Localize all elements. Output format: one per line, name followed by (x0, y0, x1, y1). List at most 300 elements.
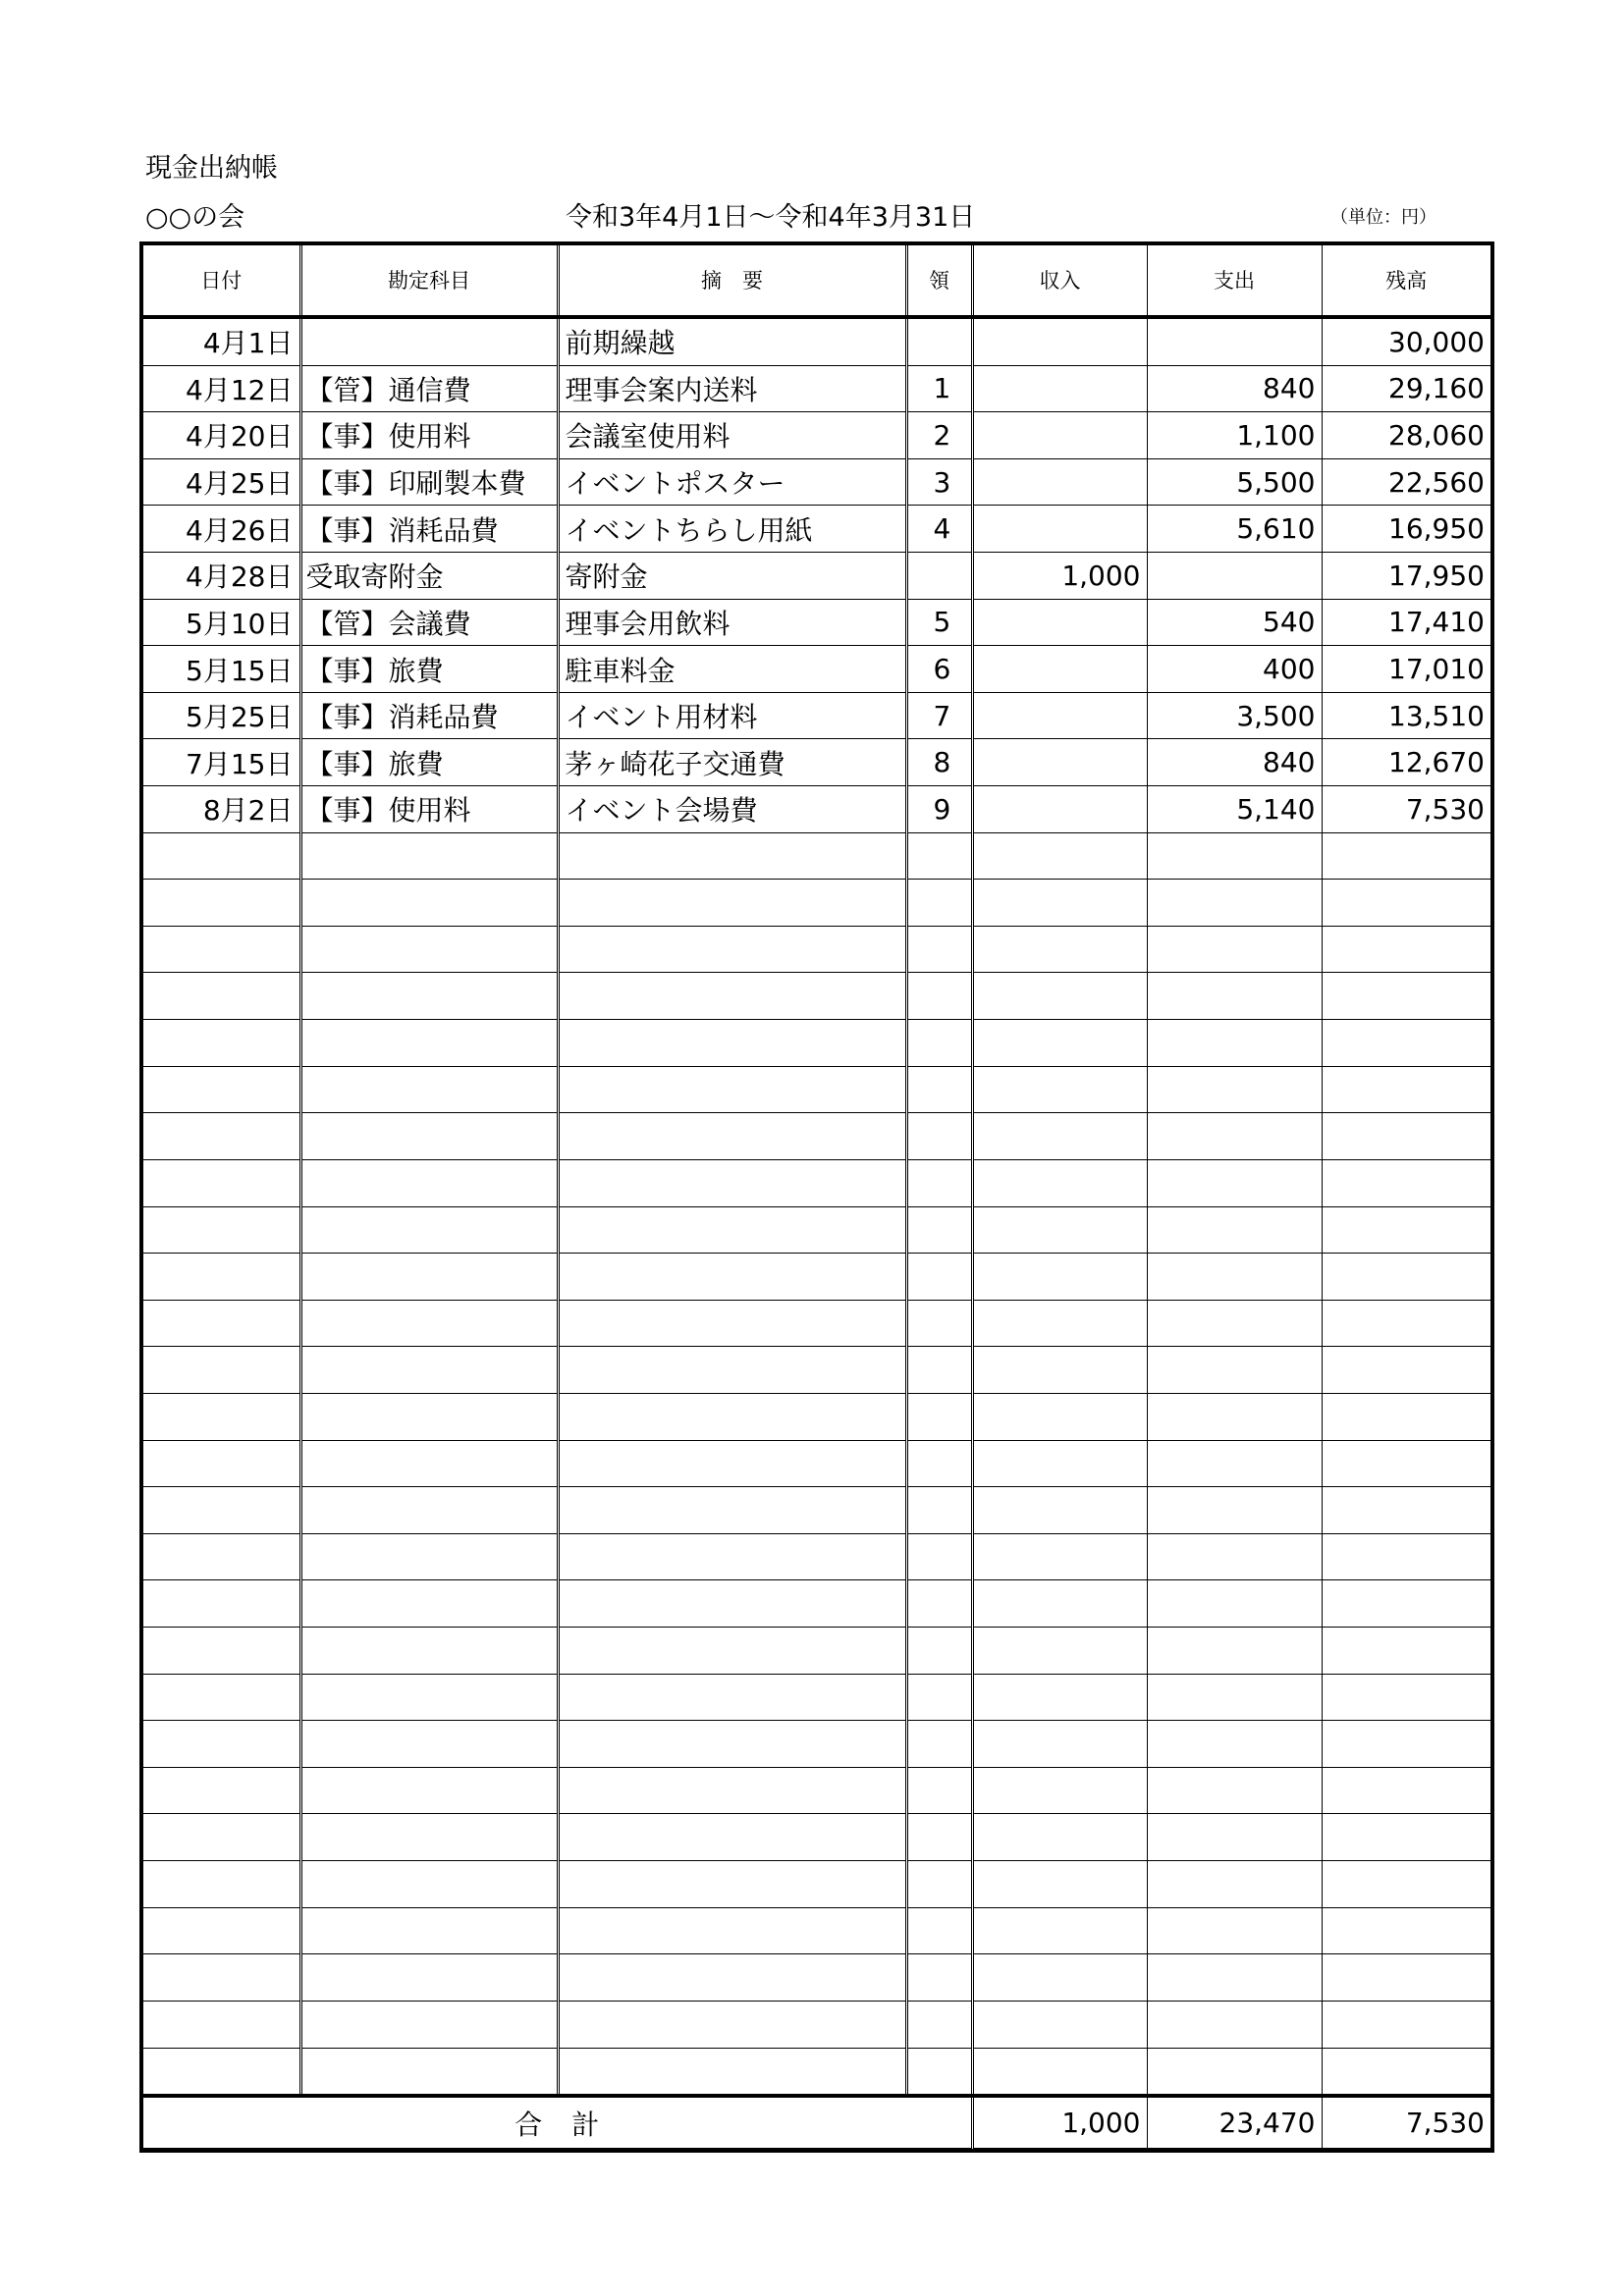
table-row (143, 1861, 1490, 1908)
row-balance (1322, 1533, 1490, 1580)
row-receipt: 6 (906, 646, 972, 693)
row-account (300, 880, 558, 927)
row-account (300, 1861, 558, 1908)
row-expense (1147, 1020, 1322, 1067)
row-income (972, 1254, 1147, 1301)
row-date (143, 1393, 300, 1440)
row-balance (1322, 1674, 1490, 1721)
table-row (143, 1628, 1490, 1675)
row-date: 4月1日 (143, 317, 300, 365)
row-date (143, 1254, 300, 1301)
row-expense (1147, 1721, 1322, 1768)
row-income (972, 739, 1147, 786)
row-balance: 13,510 (1322, 692, 1490, 739)
row-account (300, 2048, 558, 2096)
row-expense (1147, 1628, 1322, 1675)
table-row (143, 458, 1490, 506)
table-row (143, 412, 1490, 459)
row-balance: 16,950 (1322, 506, 1490, 553)
row-description (558, 1254, 906, 1301)
row-account (300, 317, 558, 365)
row-expense (1147, 1254, 1322, 1301)
table-row (143, 506, 1490, 553)
table-row (143, 1721, 1490, 1768)
table-row (143, 365, 1490, 412)
table-row (143, 880, 1490, 927)
table-row (143, 2048, 1490, 2096)
row-date (143, 1206, 300, 1254)
row-account (300, 2001, 558, 2048)
row-expense (1147, 1674, 1322, 1721)
row-receipt (906, 1300, 972, 1347)
table-row (143, 2001, 1490, 2048)
row-expense: 5,140 (1147, 786, 1322, 833)
row-income (972, 1206, 1147, 1254)
row-account: 【事】旅費 (300, 739, 558, 786)
row-receipt (906, 1066, 972, 1113)
row-date (143, 1066, 300, 1113)
row-description (558, 832, 906, 880)
row-date: 4月28日 (143, 553, 300, 600)
row-receipt (906, 1721, 972, 1768)
row-date (143, 1907, 300, 1954)
row-account (300, 1159, 558, 1206)
row-description (558, 1300, 906, 1347)
row-date: 4月25日 (143, 458, 300, 506)
total-balance: 7,530 (1322, 2096, 1490, 2148)
row-account (300, 1580, 558, 1628)
row-expense (1147, 1954, 1322, 2002)
row-expense (1147, 2048, 1322, 2096)
row-expense (1147, 1440, 1322, 1487)
row-income (972, 2048, 1147, 2096)
table-row (143, 1020, 1490, 1067)
row-balance: 17,950 (1322, 553, 1490, 600)
row-receipt: 7 (906, 692, 972, 739)
row-date (143, 1487, 300, 1534)
row-receipt (906, 832, 972, 880)
row-receipt (906, 317, 972, 365)
row-balance (1322, 1066, 1490, 1113)
unit-note: （単位：円） (1330, 207, 1436, 228)
row-income (972, 599, 1147, 646)
row-account: 【管】会議費 (300, 599, 558, 646)
row-date: 4月20日 (143, 412, 300, 459)
row-description (558, 1907, 906, 1954)
row-description (558, 1020, 906, 1067)
row-expense (1147, 1113, 1322, 1160)
row-date (143, 1440, 300, 1487)
row-balance (1322, 973, 1490, 1020)
row-receipt (906, 973, 972, 1020)
table-row (143, 1300, 1490, 1347)
row-balance (1322, 1159, 1490, 1206)
row-balance (1322, 880, 1490, 927)
row-income (972, 1393, 1147, 1440)
row-description: イベント用材料 (558, 692, 906, 739)
row-receipt (906, 1020, 972, 1067)
row-description (558, 1113, 906, 1160)
row-account (300, 1300, 558, 1347)
row-description: イベントちらし用紙 (558, 506, 906, 553)
row-description (558, 1066, 906, 1113)
row-date (143, 2001, 300, 2048)
row-expense (1147, 1907, 1322, 1954)
row-income (972, 1113, 1147, 1160)
row-income (972, 506, 1147, 553)
table-row (143, 1580, 1490, 1628)
row-account (300, 1440, 558, 1487)
row-expense (1147, 1814, 1322, 1861)
row-date: 5月25日 (143, 692, 300, 739)
row-description (558, 1347, 906, 1394)
row-balance (1322, 1767, 1490, 1814)
row-description: 理事会案内送料 (558, 365, 906, 412)
row-receipt: 4 (906, 506, 972, 553)
row-description: 理事会用飲料 (558, 599, 906, 646)
row-balance (1322, 1300, 1490, 1347)
row-description (558, 973, 906, 1020)
table-row (143, 1347, 1490, 1394)
table-row (143, 1674, 1490, 1721)
header-account: 勘定科目 (300, 245, 558, 317)
row-income (972, 1954, 1147, 2002)
row-expense (1147, 1347, 1322, 1394)
row-date (143, 1814, 300, 1861)
row-income (972, 1721, 1147, 1768)
table-row (143, 317, 1490, 365)
row-balance: 12,670 (1322, 739, 1490, 786)
row-balance (1322, 832, 1490, 880)
row-expense (1147, 1206, 1322, 1254)
row-income (972, 1066, 1147, 1113)
row-description (558, 1814, 906, 1861)
row-description (558, 1580, 906, 1628)
row-balance: 17,410 (1322, 599, 1490, 646)
row-date (143, 1721, 300, 1768)
row-description (558, 1674, 906, 1721)
row-description (558, 926, 906, 973)
row-date (143, 1861, 300, 1908)
row-balance: 28,060 (1322, 412, 1490, 459)
row-expense (1147, 317, 1322, 365)
row-income (972, 458, 1147, 506)
row-receipt: 1 (906, 365, 972, 412)
row-account (300, 1347, 558, 1394)
row-account (300, 1767, 558, 1814)
row-income (972, 786, 1147, 833)
row-expense: 840 (1147, 365, 1322, 412)
row-expense (1147, 1487, 1322, 1534)
row-date (143, 1674, 300, 1721)
row-description (558, 2001, 906, 2048)
row-receipt (906, 2001, 972, 2048)
row-expense (1147, 1533, 1322, 1580)
row-income (972, 365, 1147, 412)
ledger-title: 現金出納帳 (145, 153, 278, 184)
row-receipt (906, 1393, 972, 1440)
row-date (143, 1113, 300, 1160)
row-date: 4月26日 (143, 506, 300, 553)
row-account: 【事】消耗品費 (300, 692, 558, 739)
row-expense: 5,610 (1147, 506, 1322, 553)
row-expense (1147, 926, 1322, 973)
row-receipt: 5 (906, 599, 972, 646)
row-receipt (906, 1628, 972, 1675)
table-row (143, 1487, 1490, 1534)
row-receipt (906, 1767, 972, 1814)
table-row (143, 1907, 1490, 1954)
row-account (300, 1206, 558, 1254)
row-balance (1322, 1721, 1490, 1768)
row-description (558, 1767, 906, 1814)
row-balance (1322, 1254, 1490, 1301)
row-description (558, 2048, 906, 2096)
row-balance: 17,010 (1322, 646, 1490, 693)
row-balance (1322, 1580, 1490, 1628)
row-account (300, 1814, 558, 1861)
row-income (972, 1580, 1147, 1628)
row-description (558, 1533, 906, 1580)
row-income (972, 1814, 1147, 1861)
row-expense: 3,500 (1147, 692, 1322, 739)
row-receipt (906, 1533, 972, 1580)
row-description: 駐車料金 (558, 646, 906, 693)
row-balance (1322, 1020, 1490, 1067)
row-account (300, 1954, 558, 2002)
row-receipt (906, 1954, 972, 2002)
row-income (972, 973, 1147, 1020)
table-row (143, 1440, 1490, 1487)
row-description (558, 1721, 906, 1768)
row-description (558, 1487, 906, 1534)
row-balance: 29,160 (1322, 365, 1490, 412)
row-expense: 1,100 (1147, 412, 1322, 459)
table-row (143, 1159, 1490, 1206)
total-row (143, 2096, 1490, 2148)
table-row (143, 646, 1490, 693)
row-balance (1322, 1814, 1490, 1861)
header-date: 日付 (143, 245, 300, 317)
row-account (300, 1254, 558, 1301)
row-account (300, 1393, 558, 1440)
row-date (143, 1533, 300, 1580)
row-date (143, 880, 300, 927)
row-account (300, 926, 558, 973)
row-expense (1147, 880, 1322, 927)
row-date: 5月10日 (143, 599, 300, 646)
row-income (972, 646, 1147, 693)
row-account (300, 1113, 558, 1160)
row-receipt (906, 1907, 972, 1954)
row-receipt (906, 1487, 972, 1534)
row-date (143, 2048, 300, 2096)
row-date: 4月12日 (143, 365, 300, 412)
row-description: イベント会場費 (558, 786, 906, 833)
row-date (143, 926, 300, 973)
row-receipt: 3 (906, 458, 972, 506)
ledger-sheet (139, 241, 1494, 2153)
row-expense (1147, 1580, 1322, 1628)
header-receipt: 領 (906, 245, 972, 317)
row-income (972, 1628, 1147, 1675)
row-expense (1147, 1066, 1322, 1113)
row-receipt (906, 1206, 972, 1254)
total-income: 1,000 (972, 2096, 1147, 2148)
row-balance: 22,560 (1322, 458, 1490, 506)
row-receipt (906, 1113, 972, 1160)
table-row (143, 832, 1490, 880)
row-receipt: 2 (906, 412, 972, 459)
row-account: 【事】使用料 (300, 412, 558, 459)
table-row (143, 1254, 1490, 1301)
row-expense: 400 (1147, 646, 1322, 693)
row-date (143, 1159, 300, 1206)
row-account (300, 1628, 558, 1675)
row-date (143, 1300, 300, 1347)
row-date (143, 832, 300, 880)
row-account: 【事】使用料 (300, 786, 558, 833)
row-income (972, 1159, 1147, 1206)
row-account: 【事】消耗品費 (300, 506, 558, 553)
row-expense (1147, 1767, 1322, 1814)
row-description (558, 1440, 906, 1487)
row-receipt (906, 553, 972, 600)
row-description (558, 1861, 906, 1908)
header-income: 収入 (972, 245, 1147, 317)
row-receipt (906, 1674, 972, 1721)
row-expense (1147, 1300, 1322, 1347)
table-row (143, 1767, 1490, 1814)
row-balance (1322, 926, 1490, 973)
table-row (143, 973, 1490, 1020)
row-income (972, 880, 1147, 927)
row-balance (1322, 1628, 1490, 1675)
row-receipt (906, 1580, 972, 1628)
row-balance (1322, 1907, 1490, 1954)
fiscal-period: 令和3年4月1日～令和4年3月31日 (566, 202, 976, 233)
row-income: 1,000 (972, 553, 1147, 600)
table-row (143, 786, 1490, 833)
header-expense: 支出 (1147, 245, 1322, 317)
header-balance: 残高 (1322, 245, 1490, 317)
row-income (972, 1020, 1147, 1067)
table-row (143, 926, 1490, 973)
row-date: 5月15日 (143, 646, 300, 693)
row-receipt (906, 1159, 972, 1206)
row-income (972, 1907, 1147, 1954)
row-expense: 840 (1147, 739, 1322, 786)
row-income (972, 926, 1147, 973)
row-receipt (906, 1861, 972, 1908)
row-income (972, 1674, 1147, 1721)
table-row (143, 1206, 1490, 1254)
row-account: 【事】印刷製本費 (300, 458, 558, 506)
row-account (300, 1907, 558, 1954)
row-income (972, 2001, 1147, 2048)
row-balance (1322, 1954, 1490, 2002)
table-row (143, 1954, 1490, 2002)
row-account (300, 1487, 558, 1534)
total-label: 合計 (143, 2096, 972, 2148)
row-date (143, 1020, 300, 1067)
row-description: 寄附金 (558, 553, 906, 600)
row-description (558, 1159, 906, 1206)
row-date (143, 1628, 300, 1675)
row-income (972, 412, 1147, 459)
row-date (143, 1767, 300, 1814)
table-row (143, 1113, 1490, 1160)
table-row (143, 1066, 1490, 1113)
row-description (558, 1206, 906, 1254)
row-account: 【事】旅費 (300, 646, 558, 693)
row-receipt (906, 2048, 972, 2096)
row-expense (1147, 832, 1322, 880)
row-receipt (906, 1347, 972, 1394)
row-balance (1322, 1440, 1490, 1487)
row-date: 7月15日 (143, 739, 300, 786)
row-receipt (906, 1254, 972, 1301)
row-balance: 30,000 (1322, 317, 1490, 365)
row-account: 受取寄附金 (300, 553, 558, 600)
row-income (972, 832, 1147, 880)
row-income (972, 1767, 1147, 1814)
table-row (143, 1533, 1490, 1580)
row-account (300, 1533, 558, 1580)
row-income (972, 1440, 1147, 1487)
row-account (300, 1674, 558, 1721)
organization-name: ○○の会 (145, 202, 245, 233)
row-income (972, 1487, 1147, 1534)
row-date (143, 1347, 300, 1394)
row-expense (1147, 973, 1322, 1020)
row-date: 8月2日 (143, 786, 300, 833)
row-balance (1322, 1206, 1490, 1254)
row-expense: 5,500 (1147, 458, 1322, 506)
row-account: 【管】通信費 (300, 365, 558, 412)
row-expense (1147, 1159, 1322, 1206)
row-balance (1322, 1861, 1490, 1908)
row-income (972, 1861, 1147, 1908)
row-expense (1147, 2001, 1322, 2048)
row-income (972, 1347, 1147, 1394)
row-account (300, 973, 558, 1020)
row-receipt (906, 926, 972, 973)
row-description (558, 880, 906, 927)
row-description: イベントポスター (558, 458, 906, 506)
row-expense (1147, 553, 1322, 600)
row-description (558, 1393, 906, 1440)
row-balance (1322, 1487, 1490, 1534)
row-receipt (906, 1814, 972, 1861)
row-balance (1322, 1347, 1490, 1394)
row-balance (1322, 1393, 1490, 1440)
row-date (143, 1954, 300, 2002)
row-account (300, 1020, 558, 1067)
total-expense: 23,470 (1147, 2096, 1322, 2148)
row-receipt (906, 880, 972, 927)
row-income (972, 1533, 1147, 1580)
row-balance (1322, 1113, 1490, 1160)
row-account (300, 1066, 558, 1113)
row-description: 茅ヶ崎花子交通費 (558, 739, 906, 786)
row-balance: 7,530 (1322, 786, 1490, 833)
header-row (143, 245, 1490, 317)
row-income (972, 692, 1147, 739)
row-receipt (906, 1440, 972, 1487)
row-description (558, 1628, 906, 1675)
row-receipt: 8 (906, 739, 972, 786)
